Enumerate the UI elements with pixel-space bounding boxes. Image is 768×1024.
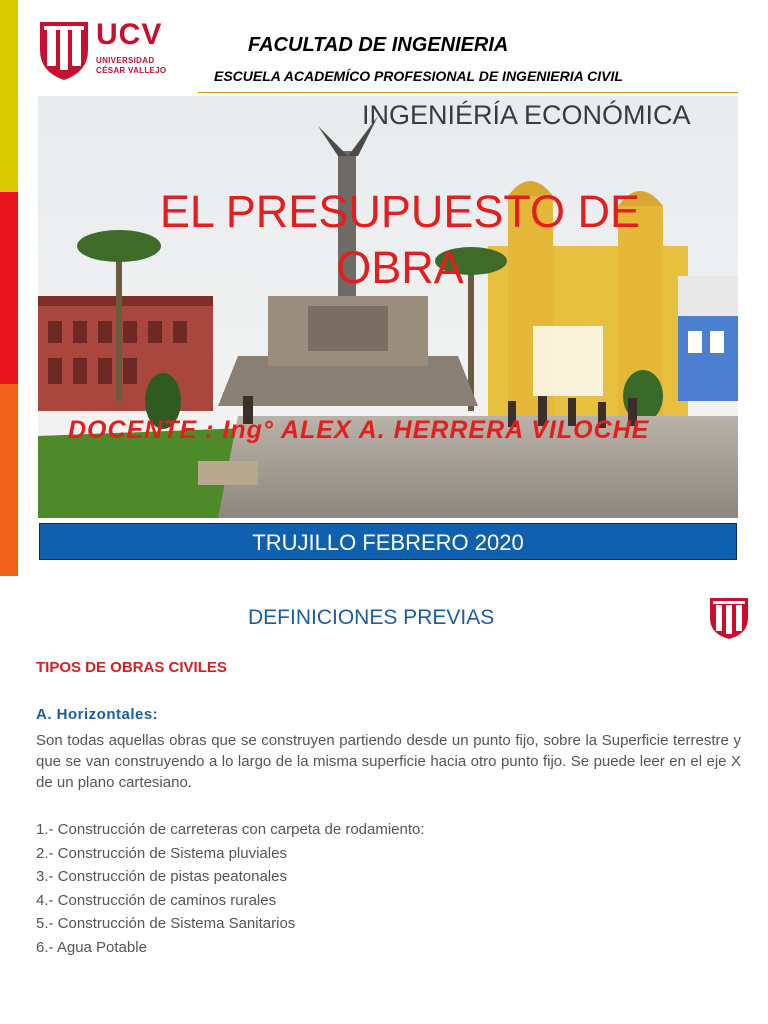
list-item: 5.- Construcción de Sistema Sanitarios bbox=[36, 915, 296, 932]
date-text: TRUJILLO FEBRERO 2020 bbox=[252, 530, 524, 555]
main-title-line2: OBRA bbox=[336, 242, 464, 293]
date-banner bbox=[39, 523, 737, 560]
section-title: DEFINICIONES PREVIAS bbox=[248, 606, 495, 629]
list-item: 3.- Construcción de pistas peatonales bbox=[36, 868, 287, 885]
main-title-line1: EL PRESUPUESTO DE bbox=[159, 186, 641, 237]
types-heading: TIPOS DE OBRAS CIVILES bbox=[36, 659, 227, 676]
logo-line1: UNIVERSIDAD bbox=[96, 56, 155, 65]
list-item: 4.- Construcción de caminos rurales bbox=[36, 891, 277, 909]
ucv-shield-small-icon bbox=[708, 596, 750, 640]
side-bar-orange bbox=[0, 384, 18, 576]
course-name: INGENIÉRÍA ECONÓMICA bbox=[362, 100, 691, 130]
list-item: 2.- Construcción de Sistema pluviales bbox=[36, 844, 287, 862]
ucv-logo bbox=[38, 18, 173, 82]
faculty-title: FACULTAD DE INGENIERIA bbox=[248, 34, 509, 56]
ucv-shield-icon bbox=[38, 20, 90, 82]
list-item: 6.- Agua Potable bbox=[36, 938, 147, 956]
main-title bbox=[80, 184, 720, 296]
list-item: 1.- Construcción de carreteras con carpeta de rodamiento: bbox=[36, 821, 425, 838]
plaza-photo-illustration bbox=[38, 96, 738, 518]
logo-line2: CÉSAR VALLEJO bbox=[96, 66, 167, 75]
side-bar-yellow bbox=[0, 0, 18, 192]
horizontales-heading: A. Horizontales: bbox=[36, 706, 159, 723]
side-bar-red bbox=[0, 192, 18, 384]
header-divider bbox=[198, 92, 738, 93]
cover-photo bbox=[38, 96, 738, 518]
school-title: ESCUELA ACADEMÍCO PROFESIONAL DE INGENIERIA CIVIL bbox=[214, 68, 623, 84]
logo-name: UCV bbox=[96, 18, 163, 51]
construction-list bbox=[36, 818, 425, 959]
horizontales-paragraph: Son todas aquellas obras que se construyen partiendo desde un punto fijo, sobre la Superficie terrestre y que se van construyendo a lo largo de la misma superficie hacia otro punto fijo. Se puede leer en el eje X de un plano cartesiano. bbox=[36, 732, 741, 791]
teacher-name: DOCENTE : Ing° ALEX A. HERRERA VILOCHE bbox=[68, 416, 650, 444]
